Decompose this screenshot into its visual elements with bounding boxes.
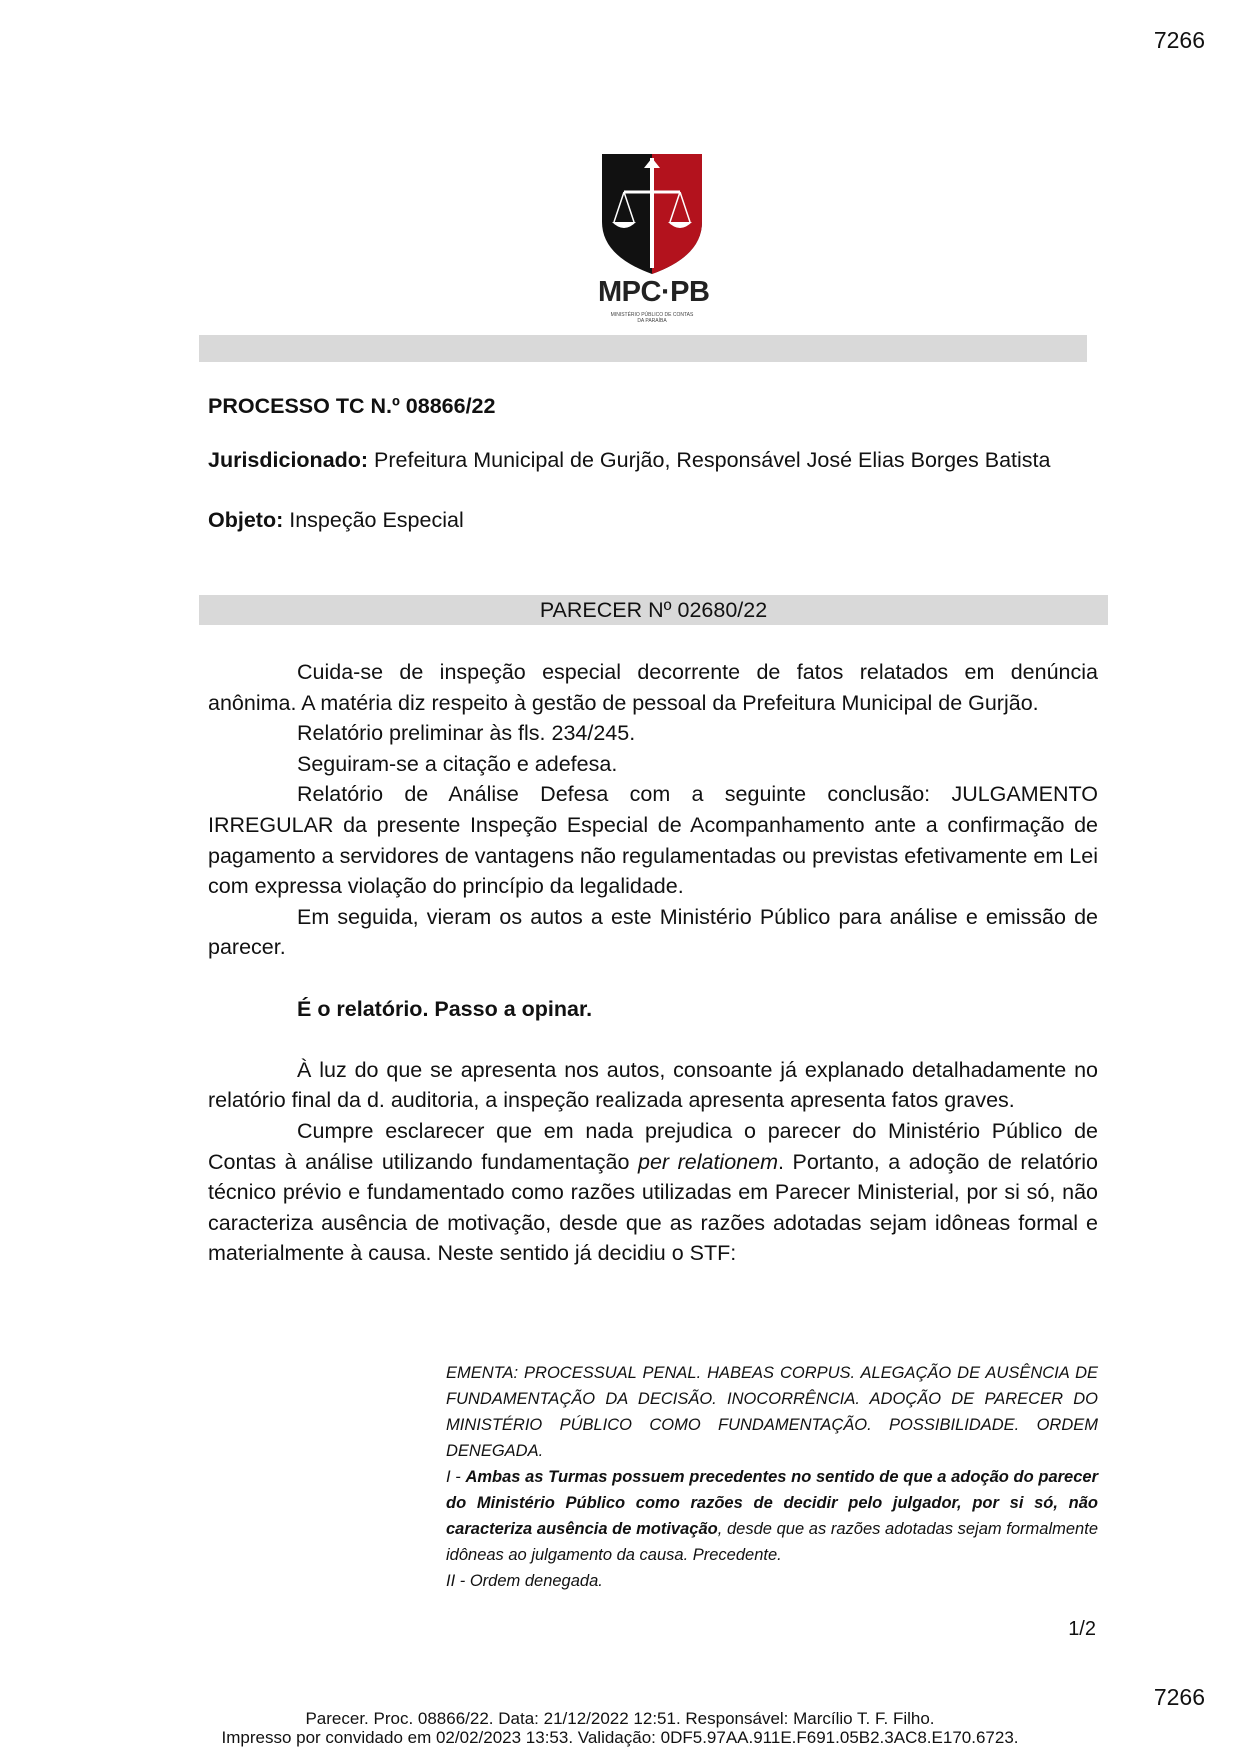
page-number-top: 7266 — [1153, 27, 1205, 53]
paragraph — [208, 1116, 1098, 1269]
objeto-value: Inspeção Especial — [283, 508, 464, 532]
ementa: EMENTA: PROCESSUAL PENAL. HABEAS CORPUS. ALEGAÇÃO DE AUSÊNCIA DE FUNDAMENTAÇÃO DA DECISÃO. INOCORRÊNCIA. ADOÇÃO DE PARECER DO MINISTÉRIO PÚBLICO COMO FUNDAMENTAÇÃO. POSSIBILIDADE. ORDEM DENEGADA. — [446, 1364, 1098, 1460]
paragraph: À luz do que se apresenta nos autos, consoante já explanado detalhadamente no relatório final da d. auditoria, a inspeção realizada apresenta apresenta fatos graves. — [208, 1057, 1098, 1113]
footer-line-2: Impresso por convidado em 02/02/2023 13:53. Validação: 0DF5.97AA.911E.F691.05B2.3AC8.E170.6723. — [221, 1728, 1019, 1747]
jurisdicionado-label: Jurisdicionado: — [208, 448, 369, 472]
paragraph: Relatório preliminar às fls. 234/245. — [297, 721, 636, 746]
body-text — [208, 657, 1098, 1269]
logo-text: MPC·PB — [598, 276, 710, 308]
objeto-line — [208, 505, 1098, 535]
quote-item-1-emphasis: Ambas as Turmas possuem precedentes no sentido de que a adoção do parecer do Ministério Público como razões de decidir pelo julgador, por si só, não caracteriza ausência de motivação — [446, 1468, 1099, 1538]
paragraph: Cuida-se de inspeção especial decorrente de fatos relatados em denúncia anônima. A matéria diz respeito à gestão de pessoal da Prefeitura Municipal de Gurjão. — [208, 660, 1098, 715]
quote-item-1: I - Ambas as Turmas possuem precedentes no sentido de que a adoção do parecer do Ministério Público como razões de decidir pelo julgador, por si só, não caracteriza ausência de motivação, desde que as razões adotadas sejam formalmente idôneas ao julgamento da causa. Precedente. — [446, 1468, 1099, 1564]
scales-of-justice-icon — [598, 152, 710, 337]
paragraph-text: Cumpre esclarecer que em nada prejudica o parecer do Ministério Público de Contas à análise utilizando fundamentação — [208, 1118, 1098, 1174]
latin-term: per relationem — [637, 1149, 778, 1174]
jurisdicionado-line — [208, 445, 1098, 475]
parecer-title-bar — [199, 595, 1108, 625]
header-divider-bar — [199, 335, 1087, 362]
section-heading: É o relatório. Passo a opinar. — [297, 996, 593, 1021]
footer-line-1: Parecer. Proc. 08866/22. Data: 21/12/2022 12:51. Responsável: Marcílio T. F. Filho. — [305, 1709, 935, 1728]
paragraph-text: . Portanto, a adoção de relatório técnico prévio e fundamentado como razões utilizadas em Parecer Ministerial, por si só, não caracteriza ausência de motivação, desde que as razões adotadas sejam idôneas formal e materialmente à causa. Neste sentido já decidiu o STF: — [208, 1149, 1098, 1266]
quote-item-2: II - Ordem denegada. — [446, 1572, 603, 1590]
paragraph: Seguiram-se a citação e adefesa. — [297, 751, 618, 776]
logo-subtext-line2: DA PARAÍBA — [637, 318, 667, 324]
mpc-pb-logo — [598, 152, 710, 337]
paragraph: Relatório de Análise Defesa com a seguinte conclusão: JULGAMENTO IRREGULAR da presente Inspeção Especial de Acompanhamento ante a confirmação de pagamento a servidores de vantagens não regulamentadas ou previstas efetivamente em Lei com expressa violação do princípio da legalidade. — [208, 782, 1098, 899]
jurisprudence-quote — [446, 1360, 1098, 1594]
parecer-title: PARECER Nº 02680/22 — [539, 598, 768, 622]
objeto-label: Objeto: — [208, 508, 284, 532]
processo-number: PROCESSO TC N.º 08866/22 — [208, 394, 496, 418]
footer — [0, 1709, 1240, 1747]
page-number-bottom: 7266 — [1153, 1684, 1205, 1710]
page-indicator: 1/2 — [1068, 1618, 1096, 1640]
paragraph: Em seguida, vieram os autos a este Ministério Público para análise e emissão de parecer. — [208, 904, 1098, 960]
logo-subtext-line1: MINISTÉRIO PÚBLICO DE CONTAS — [610, 312, 694, 318]
jurisdicionado-value: Prefeitura Municipal de Gurjão, Responsável José Elias Borges Batista — [368, 448, 1051, 472]
